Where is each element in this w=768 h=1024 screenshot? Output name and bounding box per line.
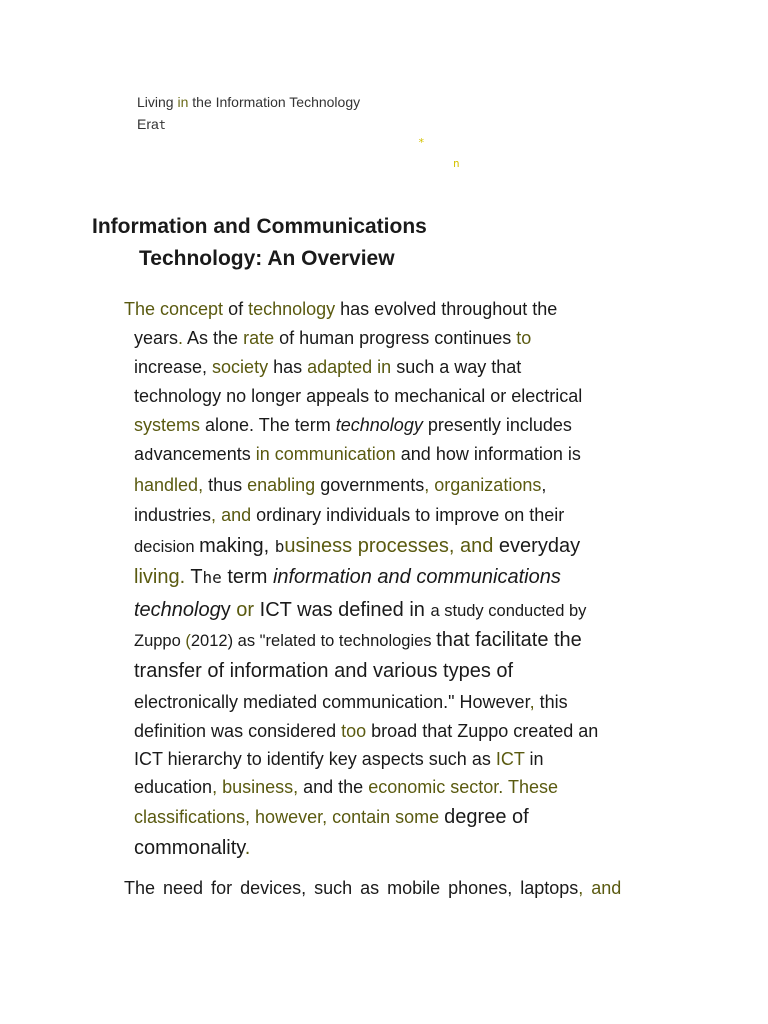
paragraph-line: The need for devices, such as mobile phones, laptops, and bbox=[124, 878, 622, 898]
paragraph-line: Zuppo (2012) as "related to technologies that facilitate the bbox=[134, 629, 582, 651]
section-heading-line-1: Information and Communications bbox=[92, 215, 427, 238]
paragraph-line: transfer of information and various types of bbox=[134, 660, 514, 682]
paragraph-line: handled, thus enabling governments, organizations, bbox=[134, 475, 547, 495]
paragraph-line: increase, society has adapted in such a way that bbox=[134, 357, 522, 377]
paragraph-line: technology no longer appeals to mechanical or electrical bbox=[134, 386, 583, 406]
stray-marker: * bbox=[418, 136, 425, 149]
paragraph-line: systems alone. The term technology presently includes bbox=[134, 415, 572, 435]
paragraph-line: The concept of technology has evolved throughout the bbox=[124, 299, 558, 319]
stray-marker: n bbox=[453, 157, 460, 170]
paragraph-line: industries, and ordinary individuals to improve on their bbox=[134, 505, 565, 525]
paragraph-line: definition was considered too broad that Zuppo created an bbox=[134, 721, 599, 741]
paragraph-line: living. The term information and communications bbox=[134, 566, 561, 588]
running-header-line-1: Living in the Information Technology bbox=[137, 94, 361, 110]
paragraph-line: commonality. bbox=[134, 837, 251, 859]
section-heading-line-2: Technology: An Overview bbox=[139, 247, 395, 270]
paragraph-line: education, business, and the economic sector. These bbox=[134, 777, 558, 797]
paragraph-line: years. As the rate of human progress continues to bbox=[134, 328, 532, 348]
paragraph-line: electronically mediated communication." However, this bbox=[134, 692, 568, 712]
paragraph-line: technology or ICT was defined in a study conducted by bbox=[134, 599, 587, 621]
paragraph-line: ICT hierarchy to identify key aspects such as ICT in bbox=[134, 749, 544, 769]
paragraph-line: decision making, business processes, and everyday bbox=[134, 535, 581, 557]
paragraph-line: classifications, however, contain some degree of bbox=[134, 806, 529, 828]
running-header-line-2: Erat bbox=[137, 116, 167, 132]
paragraph-line: advancements in communication and how information is bbox=[134, 444, 581, 464]
